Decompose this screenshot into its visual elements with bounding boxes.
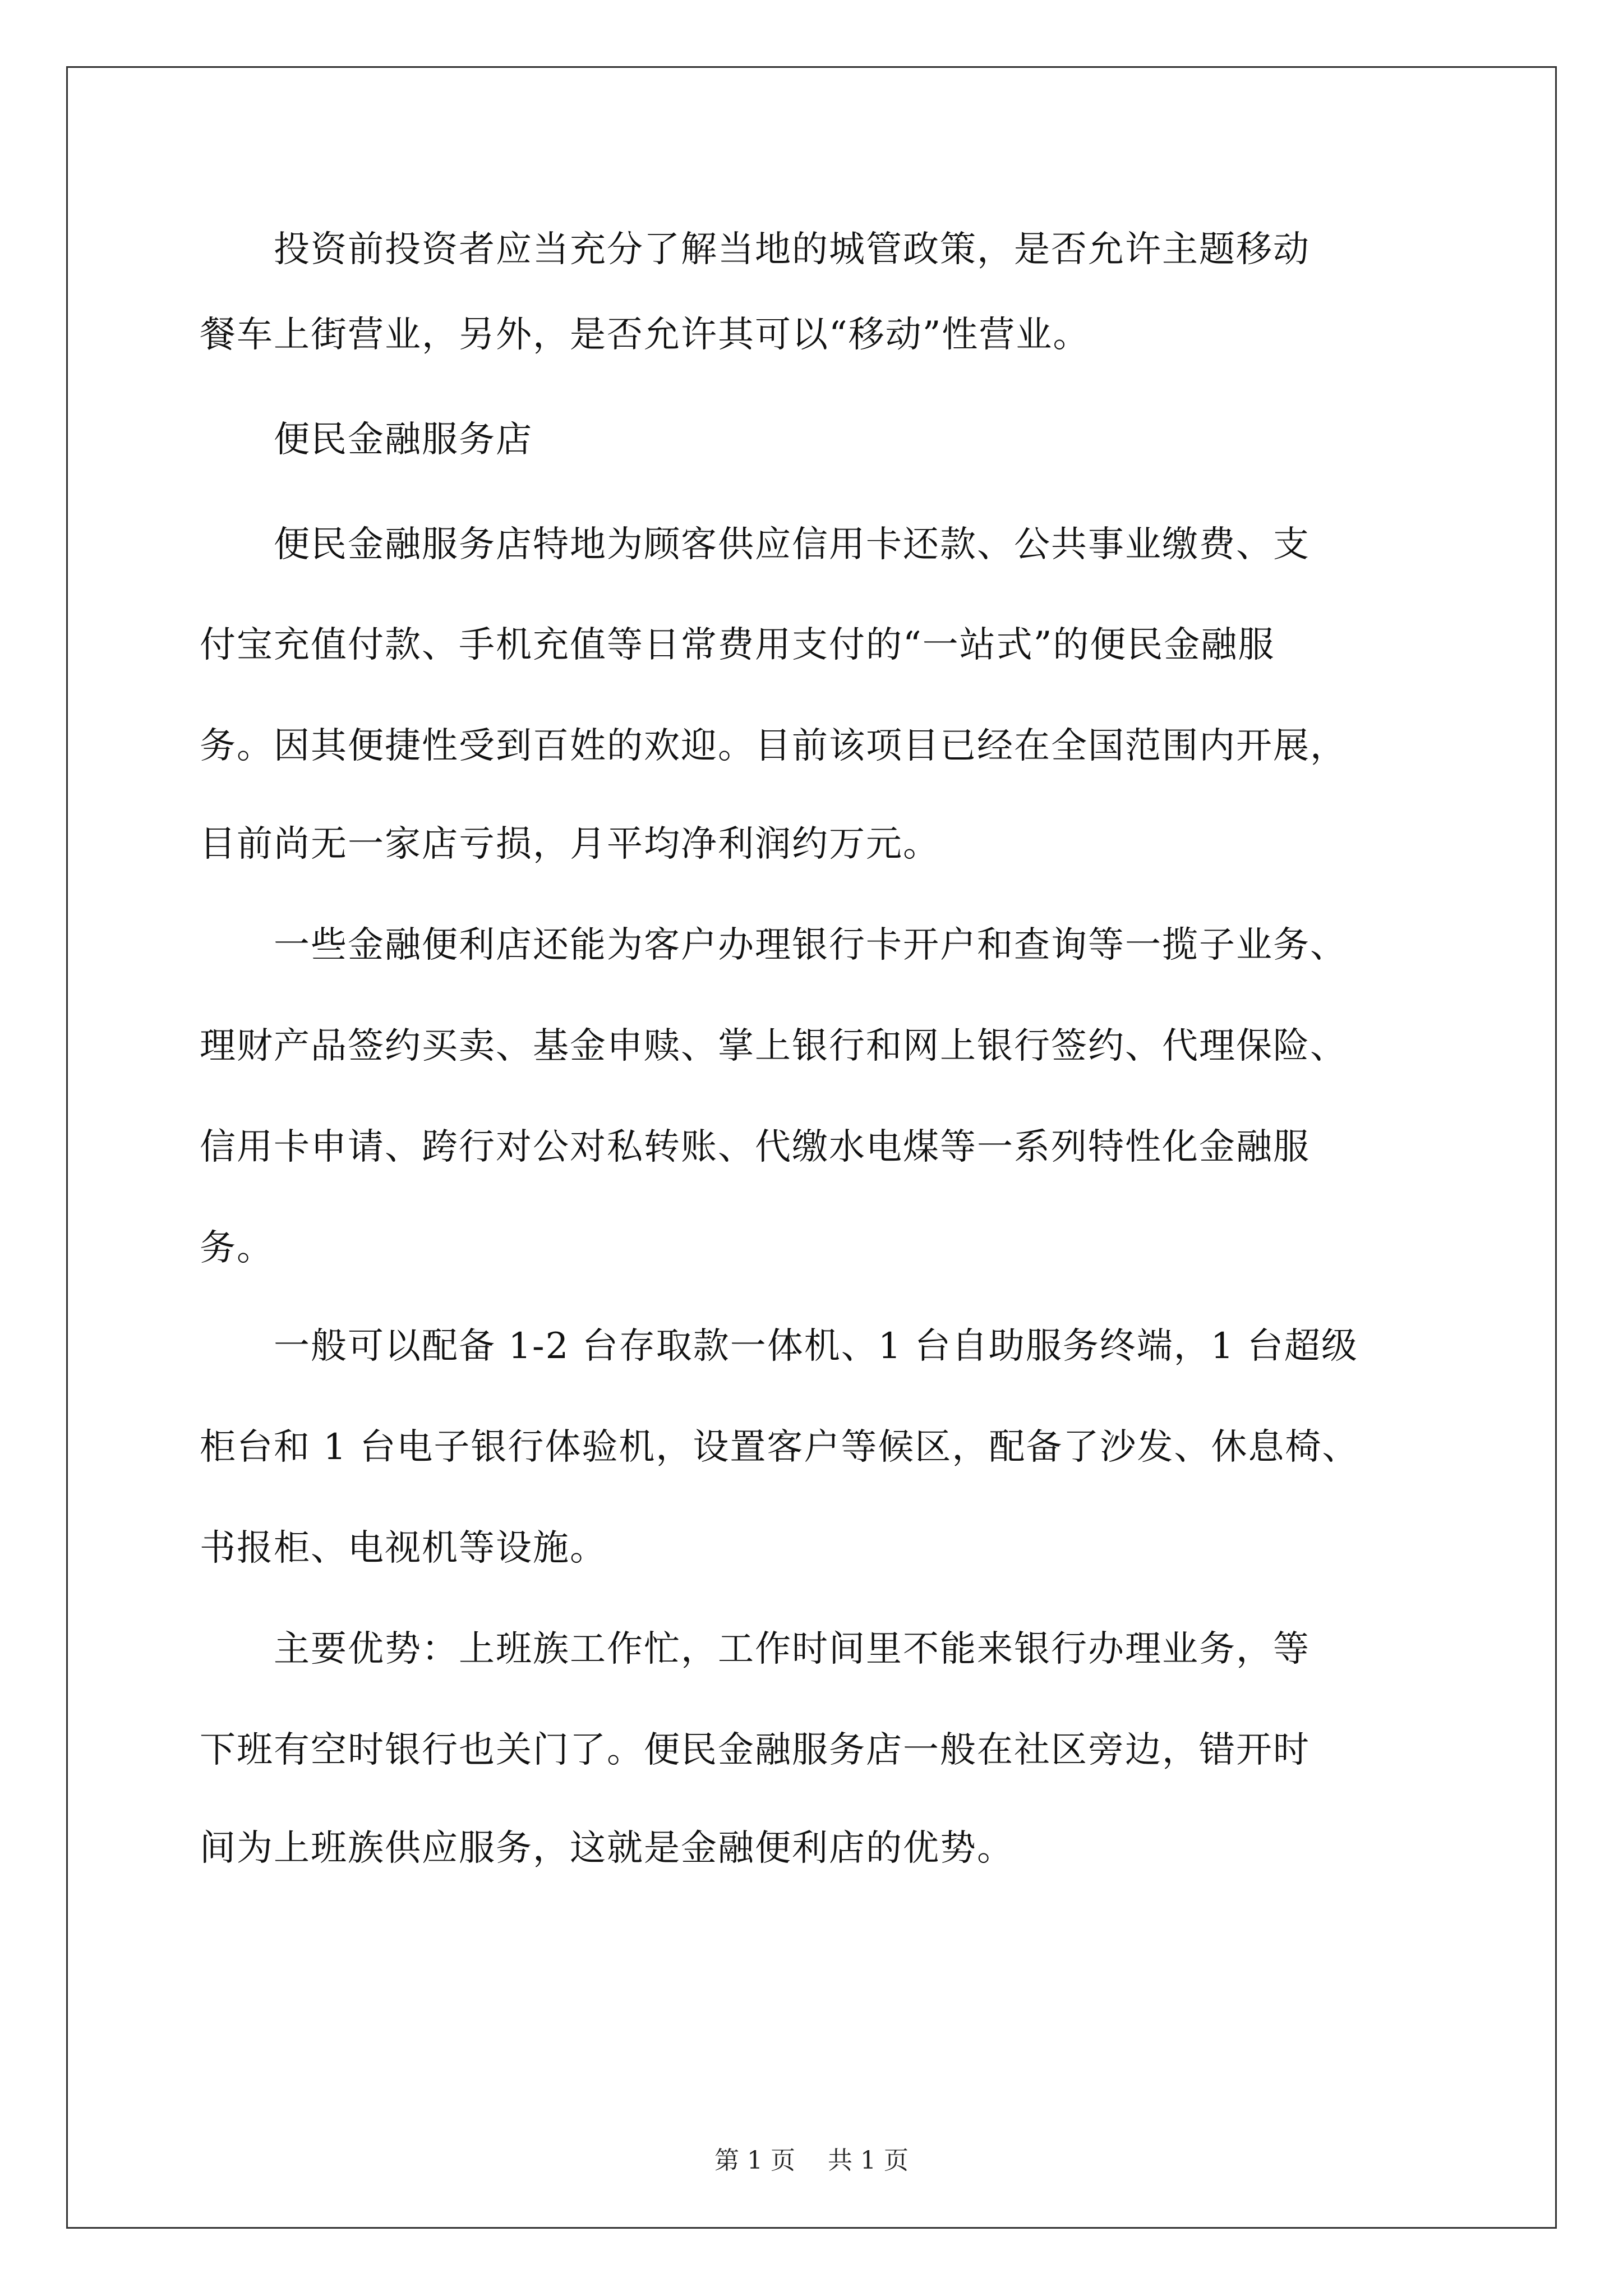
text-line: 信用卡申请、跨行对公对私转账、代缴水电煤等一系列特性化金融服	[200, 1126, 1310, 1168]
text-line: 目前尚无一家店亏损，月平均净利润约万元。	[200, 823, 940, 865]
page-footer: 第 1 页 共 1 页	[714, 2146, 909, 2175]
section-heading: 便民金融服务店	[200, 419, 533, 461]
text-line: 间为上班族供应服务，这就是金融便利店的优势。	[200, 1828, 1014, 1869]
text-line: 务。	[200, 1227, 274, 1269]
text-line: 主要优势：上班族工作忙，工作时间里不能来银行办理业务，等	[200, 1628, 1310, 1670]
text-line: 付宝充值付款、手机充值等日常费用支付的“一站式”的便民金融服	[200, 624, 1275, 666]
text-line: 投资前投资者应当充分了解当地的城管政策，是否允许主题移动	[200, 229, 1310, 270]
text-line: 下班有空时银行也关门了。便民金融服务店一般在社区旁边，错开时	[200, 1729, 1310, 1771]
text-line: 餐车上街营业，另外，是否允许其可以“移动”性营业。	[200, 314, 1090, 356]
text-line: 书报柜、电视机等设施。	[200, 1527, 607, 1569]
text-line: 便民金融服务店特地为顾客供应信用卡还款、公共事业缴费、支	[200, 524, 1310, 565]
text-line: 一些金融便利店还能为客户办理银行卡开户和查询等一揽子业务、	[200, 924, 1347, 966]
text-line: 柜台和 1 台电子银行体验机，设置客户等候区，配备了沙发、休息椅、	[200, 1427, 1359, 1468]
text-line: 理财产品签约买卖、基金申赎、掌上银行和网上银行签约、代理保险、	[200, 1025, 1347, 1067]
text-line: 一般可以配备 1-2 台存取款一体机、1 台自助服务终端，1 台超级	[200, 1326, 1358, 1367]
text-line: 务。因其便捷性受到百姓的欢迎。目前该项目已经在全国范围内开展，	[200, 725, 1347, 767]
